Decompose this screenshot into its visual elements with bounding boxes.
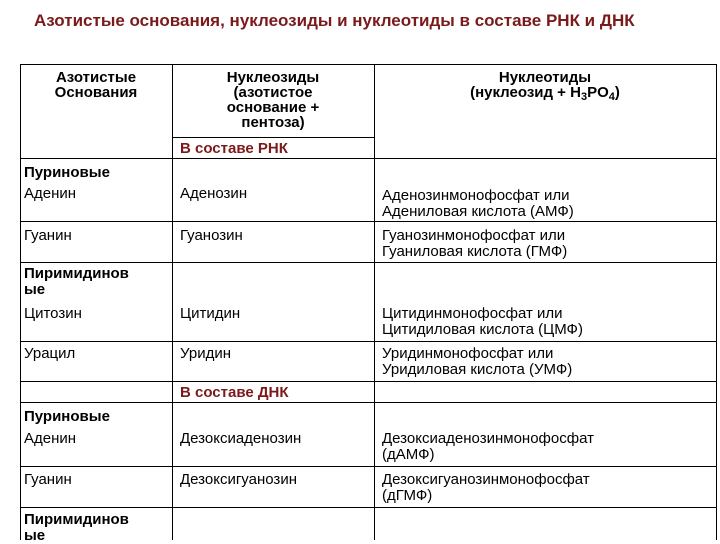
dna-dgmp-line1: Дезоксигуанозинмонофосфат (382, 471, 590, 488)
dna-row-divider (20, 507, 716, 508)
col-divider-2 (374, 64, 375, 540)
dna-nucleoside-deoxyguanosine: Дезоксигуанозин (180, 471, 297, 488)
table-top-border (20, 64, 716, 65)
dna-pyrimidines-line1: Пиримидинов (24, 511, 129, 528)
table-right-border (716, 64, 717, 540)
header-nucleosides-line1: Нуклеозиды (226, 69, 320, 86)
rna-nucleotide-ump (382, 346, 572, 378)
header-bases-line2: Основания (54, 84, 138, 101)
rna-base-cytosine: Цитозин (24, 305, 82, 322)
dna-section-bottom (20, 402, 716, 403)
rna-amp-line2: Адениловая кислота (АМФ) (382, 203, 574, 220)
header-bases-line1: Азотистые (55, 69, 137, 86)
dna-nucleotide-damp (382, 431, 594, 463)
rna-cmp-line1: Цитидинмонофосфат или (382, 305, 563, 322)
rna-gmp-line1: Гуанозинмонофосфат или (382, 227, 566, 244)
page-title: Азотистые основания, нуклеозиды и нуклеотиды в составе РНК и ДНК (34, 11, 635, 30)
dna-row-divider (20, 466, 716, 467)
rna-base-adenine: Аденин (24, 185, 77, 202)
dna-damp-line1: Дезоксиаденозинмонофосфат (382, 430, 594, 447)
rna-row-divider (20, 262, 716, 263)
rna-nucleoside-cytidine: Цитидин (180, 305, 241, 322)
header-nucleotides-line1: Нуклеотиды (498, 69, 592, 86)
rna-nucleotide-amp (382, 188, 574, 220)
rna-row-divider (20, 221, 716, 222)
col-divider-1 (172, 64, 173, 540)
dna-pyrimidines-label (24, 512, 129, 544)
dna-nucleoside-deoxyadenosine: Дезоксиаденозин (180, 430, 302, 447)
rna-ump-line1: Уридинмонофосфат или (382, 345, 554, 362)
dna-dgmp-line2: (дГМФ) (382, 487, 433, 504)
header-nucleosides (172, 70, 374, 130)
dna-purines-label: Пуриновые (24, 408, 110, 425)
header-nucleosides-line3: основание + (226, 99, 320, 116)
rna-section-label: В составе РНК (180, 140, 288, 157)
dna-damp-line2: (дАМФ) (382, 446, 435, 463)
dna-section-label: В составе ДНК (180, 384, 289, 401)
rna-nucleotide-cmp (382, 306, 583, 338)
dna-nucleotide-dgmp (382, 472, 590, 504)
rna-row-divider (20, 341, 716, 342)
rna-cmp-line2: Цитидиловая кислота (ЦМФ) (382, 321, 583, 338)
header-nucleotides (374, 69, 716, 103)
rna-section-top (172, 137, 374, 138)
rna-nucleotide-gmp (382, 228, 567, 260)
rna-gmp-line2: Гуаниловая кислота (ГМФ) (382, 243, 568, 260)
dna-base-adenine: Аденин (24, 430, 77, 447)
rna-amp-line1: Аденозинмонофосфат или (382, 187, 570, 204)
header-nucleosides-line4: пентоза) (241, 114, 305, 131)
rna-ump-line2: Уридиловая кислота (УМФ) (382, 361, 573, 378)
rna-nucleoside-adenosine: Аденозин (180, 185, 248, 202)
dna-pyrimidines-line2: ые (24, 527, 46, 544)
header-bases (20, 70, 172, 100)
header-nucleosides-line2: (азотистое (233, 84, 313, 101)
header-nucleotides-formula: (нуклеозид + $H_3PO_4$) (470, 84, 620, 103)
rna-section-bottom (20, 158, 716, 159)
rna-pyrimidines-line1: Пиримидинов (24, 265, 129, 282)
rna-purines-label: Пуриновые (24, 164, 110, 181)
rna-pyrimidines-line2: ые (24, 281, 46, 298)
dna-base-guanine: Гуанин (24, 471, 72, 488)
rna-pyrimidines-label (24, 266, 129, 298)
table-left-border (20, 64, 21, 540)
rna-base-guanine: Гуанин (24, 227, 72, 244)
dna-section-top (20, 381, 716, 382)
rna-nucleoside-uridine: Уридин (180, 345, 231, 362)
rna-nucleoside-guanosine: Гуанозин (180, 227, 243, 244)
rna-base-uracil: Урацил (24, 345, 76, 362)
